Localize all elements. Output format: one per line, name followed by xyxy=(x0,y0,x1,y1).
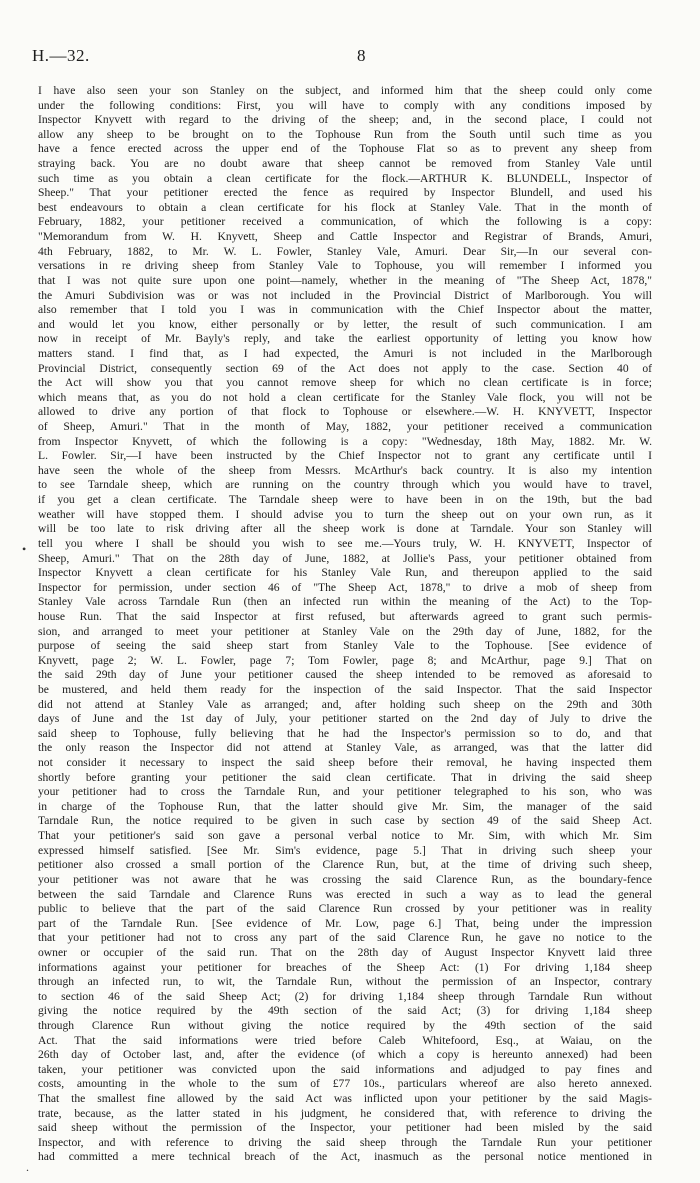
margin-dot: • xyxy=(22,542,27,556)
body-line: trate, because, as the latter stated in his judgment, he considered that, with reference to driving the xyxy=(38,1106,652,1120)
body-line: house Run. That the said Inspector at first refused, but afterwards agreed to grant such permis- xyxy=(38,609,652,623)
body-line: 26th day of October last, and, after the evidence (of which a copy is hereunto annexed) had been xyxy=(38,1048,652,1062)
body-line: if you get a clean certificate. The Tarndale sheep were to have been in on the 19th, but the bad xyxy=(38,493,652,507)
body-line: that I was not quite sure upon one point—namely, whether in the meaning of "The Sheep Act, 1878," xyxy=(38,273,652,287)
document-reference: H.—32. xyxy=(32,46,90,65)
body-line: purpose of seeing the said sheep start from Stanley Vale to the Tophouse. [See evidence of xyxy=(38,639,652,653)
body-line: days of June and the 1st day of July, your petitioner started on the 2nd day of July to drive the xyxy=(38,712,652,726)
body-line: under the following conditions: First, you will have to comply with any conditions imposed by xyxy=(38,98,652,112)
body-line: straying back. You are no doubt aware that sheep cannot be removed from Stanley Vale until xyxy=(38,157,652,171)
body-line: have seen the whole of the sheep from Messrs. McArthur's back country. It is also my intention xyxy=(38,463,652,477)
body-line: petitioner also crossed a small portion of the Clarence Run, but, at the time of driving such sheep, xyxy=(38,858,652,872)
body-line: Stanley Vale across Tarndale Run (then an infected run within the meaning of the Act) to the Top- xyxy=(38,595,652,609)
body-text xyxy=(38,84,652,1165)
body-line: such time as you obtain a clean certificate for the flock.—ARTHUR K. BLUNDELL, Inspector of xyxy=(38,171,652,185)
body-line: that your petitioner had not to cross any part of the said Clarence Run, he gave no notice to the xyxy=(38,931,652,945)
body-line: That your petitioner's said son gave a personal verbal notice to Mr. Sim, with which Mr. Sim xyxy=(38,829,652,843)
body-line: Sheep, Amuri." That on the 28th day of June, 1882, at Jollie's Pass, your petitioner obtained from xyxy=(38,551,652,565)
body-line: "Memorandum from W. H. Knyvett, Sheep and Cattle Inspector and Registrar of Brands, Amuri, xyxy=(38,230,652,244)
body-line: February, 1882, your petitioner received a communication, of which the following is a copy: xyxy=(38,215,652,229)
body-line: tell you where I shall be should you wish to see me.—Yours truly, W. H. KNYVETT, Inspector of xyxy=(38,536,652,550)
body-line: owner or occupier of the said run. That on the 28th day of August Inspector Knyvett laid three xyxy=(38,945,652,959)
body-line: Inspector, and with reference to driving the said sheep through the Tarndale Run your petitioner xyxy=(38,1135,652,1149)
body-line: through an infected run, to wit, the Tarndale Run, without the permission of an Inspector, contrary xyxy=(38,975,652,989)
body-line: from Inspector Knyvett, of which the following is a copy: "Wednesday, 18th May, 1882. Mr. W. xyxy=(38,434,652,448)
body-line: in charge of the Tophouse Run, that the latter should give Mr. Sim, the manager of the said xyxy=(38,799,652,813)
body-line: between the said Tarndale and Clarence Runs was erected in such a way as to lead the general xyxy=(38,887,652,901)
body-line: the only reason the Inspector did not attend at Stanley Vale, as arranged, was that the latter did xyxy=(38,741,652,755)
page-header xyxy=(32,46,652,70)
body-line: did not attend at Stanley Vale as arranged; and, after holding such sheep on the 29th and 30th xyxy=(38,697,652,711)
body-line: your petitioner was not aware that he was crossing the said Clarence Run, as the boundary-fence xyxy=(38,872,652,886)
body-line: to see Tarndale sheep, which are running on the country through which you would have to travel, xyxy=(38,478,652,492)
body-line: through Clarence Run without giving the notice required by the 49th section of the said xyxy=(38,1019,652,1032)
margin-dot: . xyxy=(26,1160,29,1174)
body-line: Act. That the said informations were tried before Caleb Whitefoord, Esq., at Waiau, on the xyxy=(38,1033,652,1047)
body-line: be mustered, and held them ready for the inspection of the said Inspector. That the said Inspector xyxy=(38,682,652,696)
body-line: weather will have stopped them. I should advise you to turn the sheep out on your own run, as it xyxy=(38,507,652,521)
body-line: to section 46 of the said Sheep Act; (2) for driving 1,184 sheep through Tarndale Run without xyxy=(38,989,652,1003)
body-line: will be too late to risk driving after all the sheep work is done at Tarndale. Your son Stanley will xyxy=(38,522,652,536)
body-line: the said 29th day of June your petitioner caused the sheep intended to be removed as aforesaid to xyxy=(38,668,652,682)
body-line: part of the Tarndale Run. [See evidence of Mr. Low, page 6.] That, being under the impression xyxy=(38,916,652,930)
page-number: 8 xyxy=(357,46,366,65)
body-line: said sheep without the permission of the Inspector, your petitioner had been misled by the said xyxy=(38,1121,652,1135)
body-line: had committed a mere technical breach of the Act, inasmuch as the personal notice mentioned in xyxy=(38,1150,652,1164)
body-line: sion, and arranged to meet your petitioner at Stanley Vale on the 29th day of June, 1882, for the xyxy=(38,624,652,638)
body-line: also remember that I told you I was in communication with the Chief Inspector about the matter, xyxy=(38,303,652,317)
body-line: Sheep." That your petitioner erected the fence as required by Inspector Blundell, and used his xyxy=(38,186,652,200)
body-line: shortly before granting your petitioner the said clean certificate. That in driving the said sheep xyxy=(38,770,652,784)
body-line: Inspector for permission, under section 46 of "The Sheep Act, 1878," to drive a mob of sheep from xyxy=(38,580,652,594)
body-line: That the smallest fine allowed by the said Act was inflicted upon your petitioner by the said Magis- xyxy=(38,1092,652,1106)
body-line: public to believe that the part of the said Clarence Run crossed by your petitioner was in reality xyxy=(38,902,652,916)
body-line: the Amuri Subdivision was or was not included in the Provincial District of Marlborough. You will xyxy=(38,288,652,302)
body-line: now in receipt of Mr. Bayly's reply, and take the earliest opportunity of letting you know how xyxy=(38,332,652,346)
body-line: said sheep to Tophouse, fully believing that he had the Inspector's permission so to do, and that xyxy=(38,726,652,740)
body-line: I have also seen your son Stanley on the subject, and informed him that the sheep could only come xyxy=(38,84,652,97)
body-line: Inspector Knyvett with regard to the driving of the sheep; and, in the second place, I could not xyxy=(38,113,652,127)
body-line: 4th February, 1882, to Mr. W. L. Fowler, Stanley Vale, Amuri. Dear Sir,—In our several con- xyxy=(38,244,652,258)
body-line: not consider it necessary to inspect the said sheep before their removal, he having inspected them xyxy=(38,756,652,770)
body-line: giving the notice required by the 49th section of the said Act; (3) for driving 1,184 sheep xyxy=(38,1004,652,1018)
body-line: Knyvett, page 2; W. L. Fowler, page 7; Tom Fowler, page 8; and McArthur, page 9.] That on xyxy=(38,653,652,667)
body-line: versations in re driving sheep from Stanley Vale to Tophouse, you will remember I informed you xyxy=(38,259,652,273)
body-line: costs, amounting in the whole to the sum of £77 10s., particulars whereof are also hereto annexed. xyxy=(38,1077,652,1091)
body-line: have a fence erected across the upper end of the Tophouse Flat so as to prevent any sheep from xyxy=(38,142,652,156)
body-line: your petitioner had to cross the Tarndale Run, and your petitioner telegraphed to his son, who was xyxy=(38,785,652,799)
body-line: Inspector Knyvett a clean certificate for his Stanley Vale Run, and thereupon applied to the said xyxy=(38,566,652,580)
body-line: allow any sheep to be brought on to the Tophouse Run from the South until such time as you xyxy=(38,127,652,141)
body-line: best endeavours to obtain a clean certificate for his flock at Stanley Vale. That in the month of xyxy=(38,200,652,214)
body-line: Provincial District, consequently section 69 of the Act does not apply to the case. Section 40 of xyxy=(38,361,652,375)
body-line: Tarndale Run, the notice required to be given in such case by section 49 of the said Sheep Act. xyxy=(38,814,652,828)
body-line: taken, your petitioner was convicted upon the said informations and adjudged to pay fines and xyxy=(38,1062,652,1076)
body-line: allowed to drive any portion of that flock to Tophouse or elsewhere.—W. H. KNYVETT, Inspector xyxy=(38,405,652,419)
body-line: L. Fowler. Sir,—I have been instructed by the Chief Inspector not to grant any certificate until I xyxy=(38,449,652,463)
body-line: which means that, as you do not hold a clean certificate for the Stanley Vale flock, you will not be xyxy=(38,390,652,404)
body-line: expressed himself satisfied. [See Mr. Sim's evidence, page 5.] That in driving such sheep your xyxy=(38,843,652,857)
body-line: of Sheep, Amuri." That in the month of May, 1882, your petitioner received a communication xyxy=(38,420,652,434)
body-line: matters stand. I find that, as I had expected, the Amuri is not included in the Marlborough xyxy=(38,346,652,360)
body-line: informations against your petitioner for breaches of the Sheep Act: (1) For driving 1,184 sheep xyxy=(38,960,652,974)
body-line: the Act will show you that you cannot remove sheep for which no clean certificate is in force; xyxy=(38,376,652,390)
body-line: and would let you know, either personally or by letter, the result of such communication. I am xyxy=(38,317,652,331)
